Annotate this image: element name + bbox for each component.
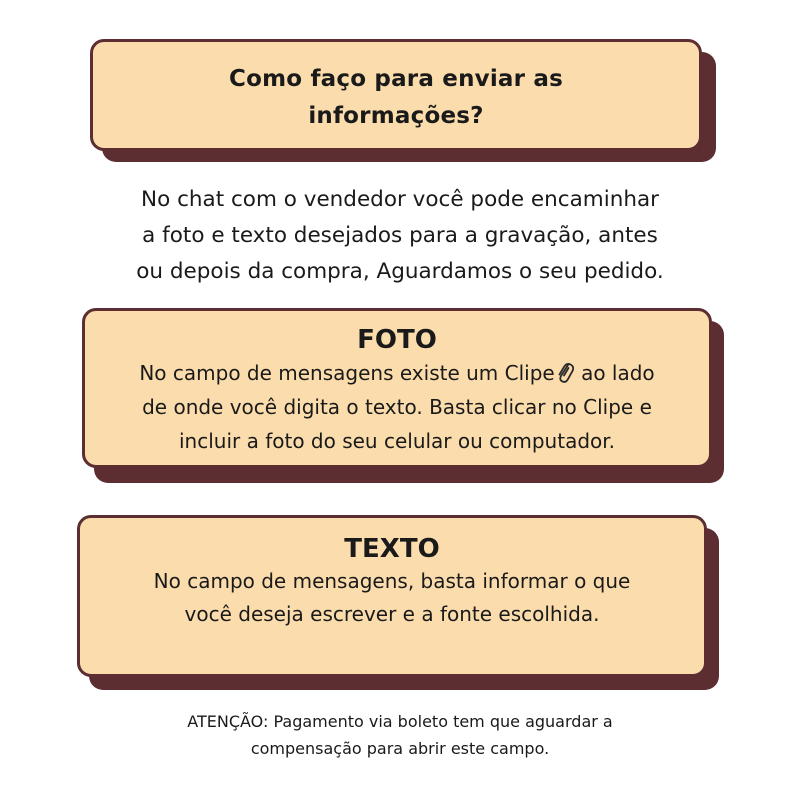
footer-line-2: compensação para abrir este campo.	[250, 739, 550, 758]
foto-line-1-start: No campo de mensagens existe um Clipe	[139, 361, 555, 385]
foto-line-1-end: ao lado	[574, 361, 655, 385]
foto-title: FOTO	[357, 325, 437, 355]
paperclip-icon	[556, 359, 574, 385]
footer-note	[100, 708, 700, 762]
question-card-box	[90, 39, 702, 151]
intro-line-2: a foto e texto desejados para a gravação, antes	[142, 223, 658, 248]
texto-line-1: No campo de mensagens, basta informar o que	[153, 569, 631, 593]
question-line-2: informações?	[308, 103, 484, 129]
intro-line-1: No chat com o vendedor você pode encaminhar	[141, 187, 659, 212]
texto-card-box	[77, 515, 707, 677]
intro-line-3: ou depois da compra, Aguardamos o seu pedido.	[136, 259, 664, 284]
foto-card-box	[82, 308, 712, 468]
texto-body	[80, 565, 704, 631]
foto-body	[85, 356, 709, 458]
intro-paragraph	[60, 182, 740, 290]
texto-title: TEXTO	[344, 534, 440, 564]
texto-line-2: você deseja escrever e a fonte escolhida.	[184, 602, 600, 626]
foto-line-2: de onde você digita o texto. Basta clicar no Clipe e	[142, 395, 652, 419]
footer-line-1: ATENÇÃO: Pagamento via boleto tem que aguardar a	[187, 712, 613, 731]
question-line-1: Como faço para enviar as	[228, 66, 563, 92]
foto-line-3: incluir a foto do seu celular ou computador.	[178, 429, 616, 453]
question-title	[93, 61, 699, 135]
